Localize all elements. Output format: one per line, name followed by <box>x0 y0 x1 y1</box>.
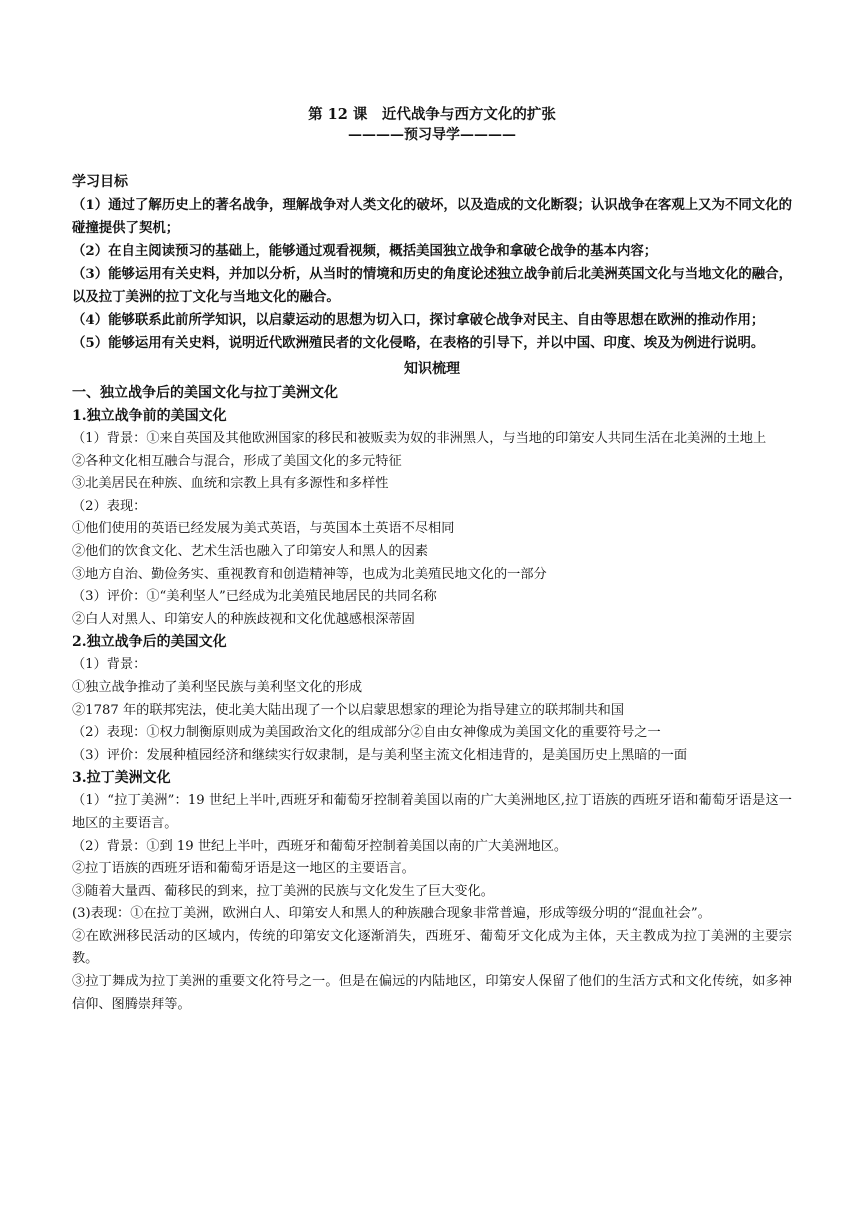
paragraph-line: ②各种文化相互融合与混合，形成了美国文化的多元特征 <box>72 453 402 469</box>
document-page <box>72 104 792 1016</box>
learning-goals <box>72 171 792 355</box>
goal-item: （5）能够运用有关史料，说明近代欧洲殖民者的文化侵略，在表格的引导下，并以中国、印度、埃及为例进行说明。 <box>72 335 765 351</box>
paragraph-line: ②拉丁语族的西班牙语和葡萄牙语是这一地区的主要语言。 <box>72 861 415 877</box>
section-2 <box>72 631 792 767</box>
paragraph-line: ②他们的饮食文化、艺术生活也融入了印第安人和黑人的因素 <box>72 543 429 559</box>
part1-heading: 一、独立战争后的美国文化与拉丁美洲文化 <box>72 385 338 401</box>
paragraph-line: ①他们使用的英语已经发展为美式英语，与英国本土英语不尽相同 <box>72 521 455 537</box>
paragraph-line: ②1787 年的联邦宪法，使北美大陆出现了一个以启蒙思想家的理论为指导建立的联邦制共和国 <box>72 702 625 718</box>
knowledge-heading: 知识梳理 <box>404 361 460 377</box>
paragraph-line: ②在欧洲移民活动的区域内，传统的印第安文化逐渐消失，西班牙、葡萄牙文化成为主体，天主教成为拉丁美洲的主要宗教。 <box>72 928 792 967</box>
paragraph-line: ③地方自治、勤俭务实、重视教育和创造精神等，也成为北美殖民地文化的一部分 <box>72 566 547 582</box>
paragraph-line: ③北美居民在种族、血统和宗教上具有多源性和多样性 <box>72 476 389 492</box>
paragraph-line: （1）背景：①来自英国及其他欧洲国家的移民和被贩卖为奴的非洲黑人，与当地的印第安人共同生活在北美洲的土地上 <box>72 431 767 446</box>
paragraph-line: ③拉丁舞成为拉丁美洲的重要文化符号之一。但是在偏远的内陆地区，印第安人保留了他们的生活方式和文化传统，如多神信仰、图腾崇拜等。 <box>72 974 792 1012</box>
section-1 <box>72 405 792 631</box>
goal-item: （3）能够运用有关史料，并加以分析，从当时的情境和历史的角度论述独立战争前后北美洲英国文化与当地文化的融合，以及拉丁美洲的拉丁文化与当地文化的融合。 <box>72 266 792 305</box>
paragraph-line: （3）评价：发展种植园经济和继续实行奴隶制，是与美利坚主流文化相违背的，是美国历史上黑暗的一面 <box>72 747 688 763</box>
goal-item: （1）通过了解历史上的著名战争，理解战争对人类文化的破坏，以及造成的文化断裂；认识战争在客观上又为不同文化的碰撞提供了契机； <box>72 197 792 236</box>
section-heading: 2.独立战争后的美国文化 <box>72 634 227 651</box>
paragraph-line: （3）评价：①“美利坚人”已经成为北美殖民地居民的共同名称 <box>72 589 437 605</box>
paragraph-line: ②白人对黑人、印第安人的种族歧视和文化优越感根深蒂固 <box>72 611 415 627</box>
paragraph-line: （1）背景： <box>72 657 147 673</box>
goal-item: （4）能够联系此前所学知识，以启蒙运动的思想为切入口，探讨拿破仑战争对民主、自由等思想在欧洲的推动作用； <box>72 312 765 328</box>
lesson-title: 第 12 课 近代战争与西方文化的扩张 <box>308 106 556 123</box>
goal-item: （2）在自主阅读预习的基础上，能够通过观看视频，概括美国独立战争和拿破仑战争的基本内容； <box>72 243 658 259</box>
paragraph-line: ③随着大量西、葡移民的到来，拉丁美洲的民族与文化发生了巨大变化。 <box>72 883 494 899</box>
paragraph-line: （2）表现： <box>72 498 147 514</box>
paragraph-line: （1）“拉丁美洲”：19 世纪上半叶,西班牙和葡萄牙控制着美国以南的广大美洲地区,拉丁语族的西班牙语和葡萄牙语是这一地区的主要语言。 <box>72 793 792 831</box>
lesson-subtitle: ————预习导学———— <box>348 127 516 143</box>
paragraph-line: （2）背景：①到 19 世纪上半叶，西班牙和葡萄牙控制着美国以南的广大美洲地区。 <box>72 838 568 854</box>
section-heading: 1.独立战争前的美国文化 <box>72 408 227 424</box>
paragraph-line: （2）表现：①权力制衡原则成为美国政治文化的组成部分②自由女神像成为美国文化的重要符号之一 <box>72 725 661 741</box>
paragraph-line: (3)表现：①在拉丁美洲，欧洲白人、印第安人和黑人的种族融合现象非常普遍，形成等级分明的“混血社会”。 <box>72 906 711 922</box>
paragraph-line: ①独立战争推动了美利坚民族与美利坚文化的形成 <box>72 679 363 695</box>
goals-heading: 学习目标 <box>72 174 128 190</box>
section-heading: 3.拉丁美洲文化 <box>72 770 171 787</box>
section-3 <box>72 767 792 1016</box>
